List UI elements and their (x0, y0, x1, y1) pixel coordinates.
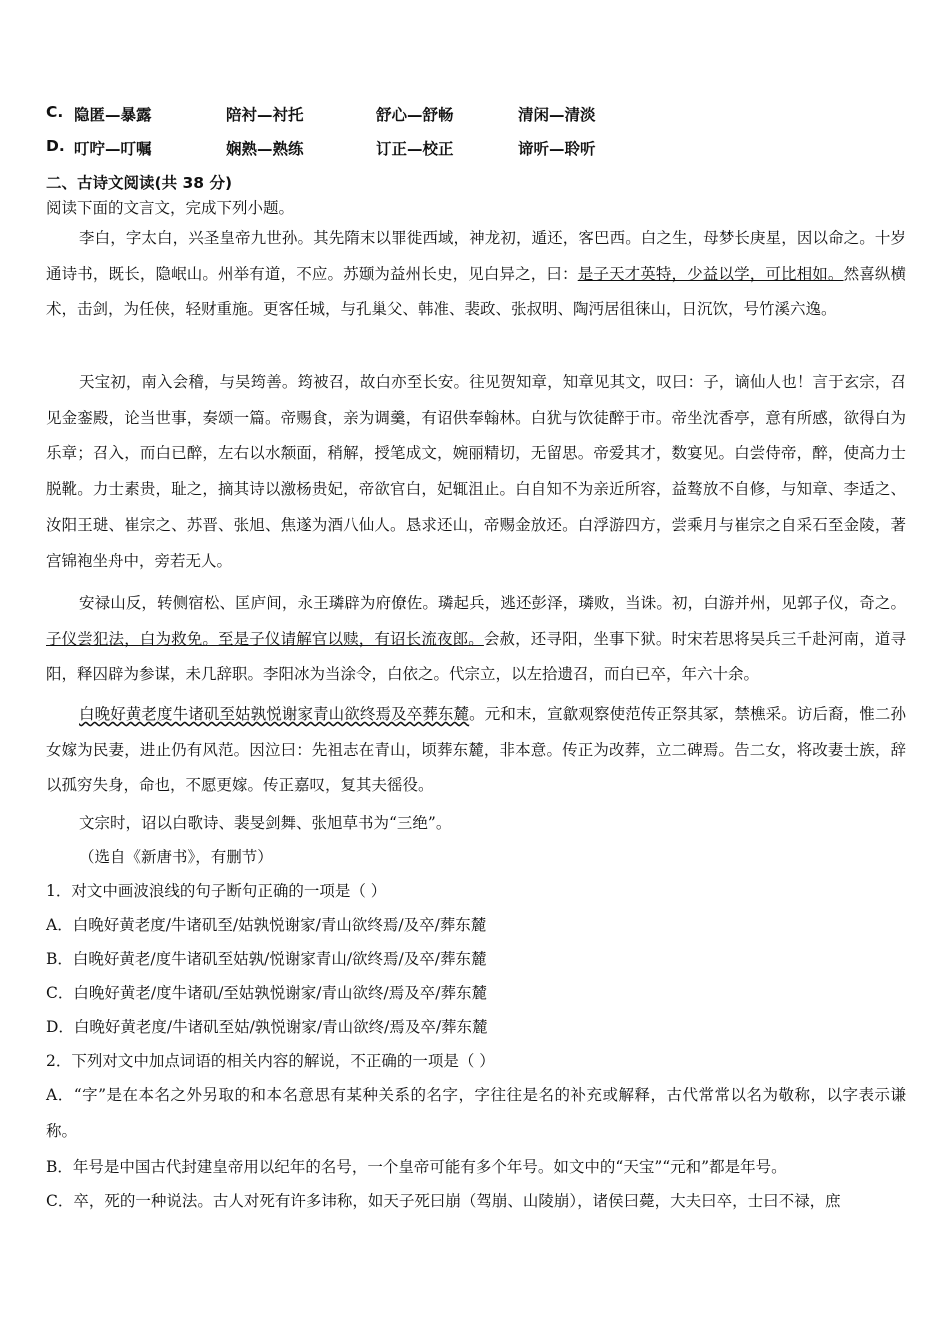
underlined-sentence: 是子天才英特，少益以学，可比相如。 (577, 264, 844, 283)
option-item: 舒心—舒畅 (376, 106, 454, 124)
passage-paragraph-4 (46, 697, 906, 804)
question-2-option-a: A．“字”是在本名之外另取的和本名意思有某种关系的名字，字往往是名的补充或解释，古代常常以名为敬称，以字表示谦称。 (46, 1086, 906, 1140)
passage-text: 。元和末，宣歙观察使范传正祭其冢，禁樵采。访后裔，惟二孙女嫁为民妻，进止仍有风范。因泣曰：先祖志在青山，顷葬东麓，非本意。传正为改葬，立二碑焉。告二女，将改妻士族，辞以孤穷失身，命也，不愿更嫁。传正嘉叹，复其夫徭役。 (46, 705, 906, 795)
option-item: 娴熟—熟练 (226, 140, 304, 158)
underlined-sentence: 子仪尝犯法，白为救免。至是子仪请解官以赎，有诏长流夜郎。 (46, 629, 484, 648)
passage-text: 安禄山反，转侧宿松、匡庐间，永王璘辟为府僚佐。璘起兵，逃还彭泽，璘败，当诛。初，白游并州，见郭子仪，奇之。 (79, 594, 906, 612)
option-item: 清闲—清淡 (518, 106, 596, 124)
question-2-option-c: C．卒，死的一种说法。古人对死有许多讳称，如天子死曰崩（驾崩、山陵崩），诸侯曰薨，大夫曰卒，士曰不禄，庶 (46, 1192, 841, 1210)
question-1-option-c: C．白晚好黄老/度牛诸矶/至姑孰悦谢家/青山欲终/焉及卒/葬东麓 (46, 984, 487, 1002)
passage-text: 李白，字太白，兴圣皇帝九世孙。其先隋末以罪徙西域，神龙初，遁还，客巴西。白之生，母梦长庚星，因以命之。十岁通诗书，既长，隐岷山。州举有道，不应。苏颋为益州长史，见白异之，曰： (46, 229, 906, 283)
question-2-option-b: B．年号是中国古代封建皇帝用以纪年的名号，一个皇帝可能有多个年号。如文中的“天宝”“元和”都是年号。 (46, 1158, 787, 1176)
section-instruction: 阅读下面的文言文，完成下列小题。 (46, 199, 295, 217)
wavy-underlined-sentence: 白晚好黄老度牛诸矶至姑孰悦谢家青山欲终焉及卒葬东麓 (79, 705, 470, 723)
question-1-stem: 1．对文中画波浪线的句子断句正确的一项是（ ） (46, 882, 387, 900)
passage-text: 然喜纵横术，击剑，为任侠，轻财重施。更客任城，与孔巢父、韩准、裴政、张叔明、陶沔居徂徕山，日沉饮，号竹溪六逸。 (46, 264, 906, 319)
option-item: 订正—校正 (376, 140, 454, 158)
option-item: 隐匿—暴露 (74, 106, 152, 124)
option-label: C. (46, 103, 64, 121)
question-2-stem: 2．下列对文中加点词语的相关内容的解说，不正确的一项是（ ） (46, 1052, 495, 1070)
option-item: 谛听—聆听 (518, 140, 596, 158)
passage-paragraph-3 (46, 586, 906, 693)
passage-paragraph-1 (46, 221, 906, 328)
question-1-option-b: B．白晚好黄老/度牛诸矶至姑孰/悦谢家青山/欲终焉/及卒/葬东麓 (46, 950, 487, 968)
passage-text: 会赦，还寻阳，坐事下狱。时宋若思将吴兵三千赴河南，道寻阳，释囚辟为参谋，未几辞职。李阳冰为当涂令，白依之。代宗立，以左拾遗召，而白已卒，年六十余。 (46, 629, 906, 684)
option-item: 叮咛—叮嘱 (74, 140, 152, 158)
option-item: 陪衬—衬托 (226, 106, 304, 124)
passage-paragraph-2: 天宝初，南入会稽，与吴筠善。筠被召，故白亦至长安。往见贺知章，知章见其文，叹曰：子，谪仙人也！言于玄宗，召见金銮殿，论当世事，奏颂一篇。帝赐食，亲为调羹，有诏供奉翰林。白犹与饮徒醉于市。帝坐沈香亭，意有所感，欲得白为乐章；召入，而白已醉，左右以水颒面，稍解，授笔成文，婉丽精切，无留思。帝爱其才，数宴见。白尝侍帝，醉，使高力士脱靴。力士素贵，耻之，摘其诗以激杨贵妃，帝欲官白，妃辄沮止。白自知不为亲近所容，益骜放不自修，与知章、李适之、汝阳王琎、崔宗之、苏晋、张旭、焦遂为酒八仙人。恳求还山，帝赐金放还。白浮游四方，尝乘月与崔宗之自采石至金陵，著宫锦袍坐舟中，旁若无人。 (46, 373, 906, 570)
section-heading: 二、古诗文阅读(共 38 分) (46, 174, 233, 192)
option-label: D. (46, 137, 65, 155)
question-1-option-a: A．白晚好黄老度/牛诸矶至/姑孰悦谢家/青山欲终焉/及卒/葬东麓 (46, 916, 487, 934)
passage-paragraph-5: 文宗时，诏以白歌诗、裴旻剑舞、张旭草书为“三绝”。 (79, 814, 452, 832)
passage-source: （选自《新唐书》，有删节） (79, 848, 273, 866)
question-1-option-d: D．白晚好黄老度/牛诸矶至姑/孰悦谢家/青山欲终/焉及卒/葬东麓 (46, 1018, 488, 1036)
